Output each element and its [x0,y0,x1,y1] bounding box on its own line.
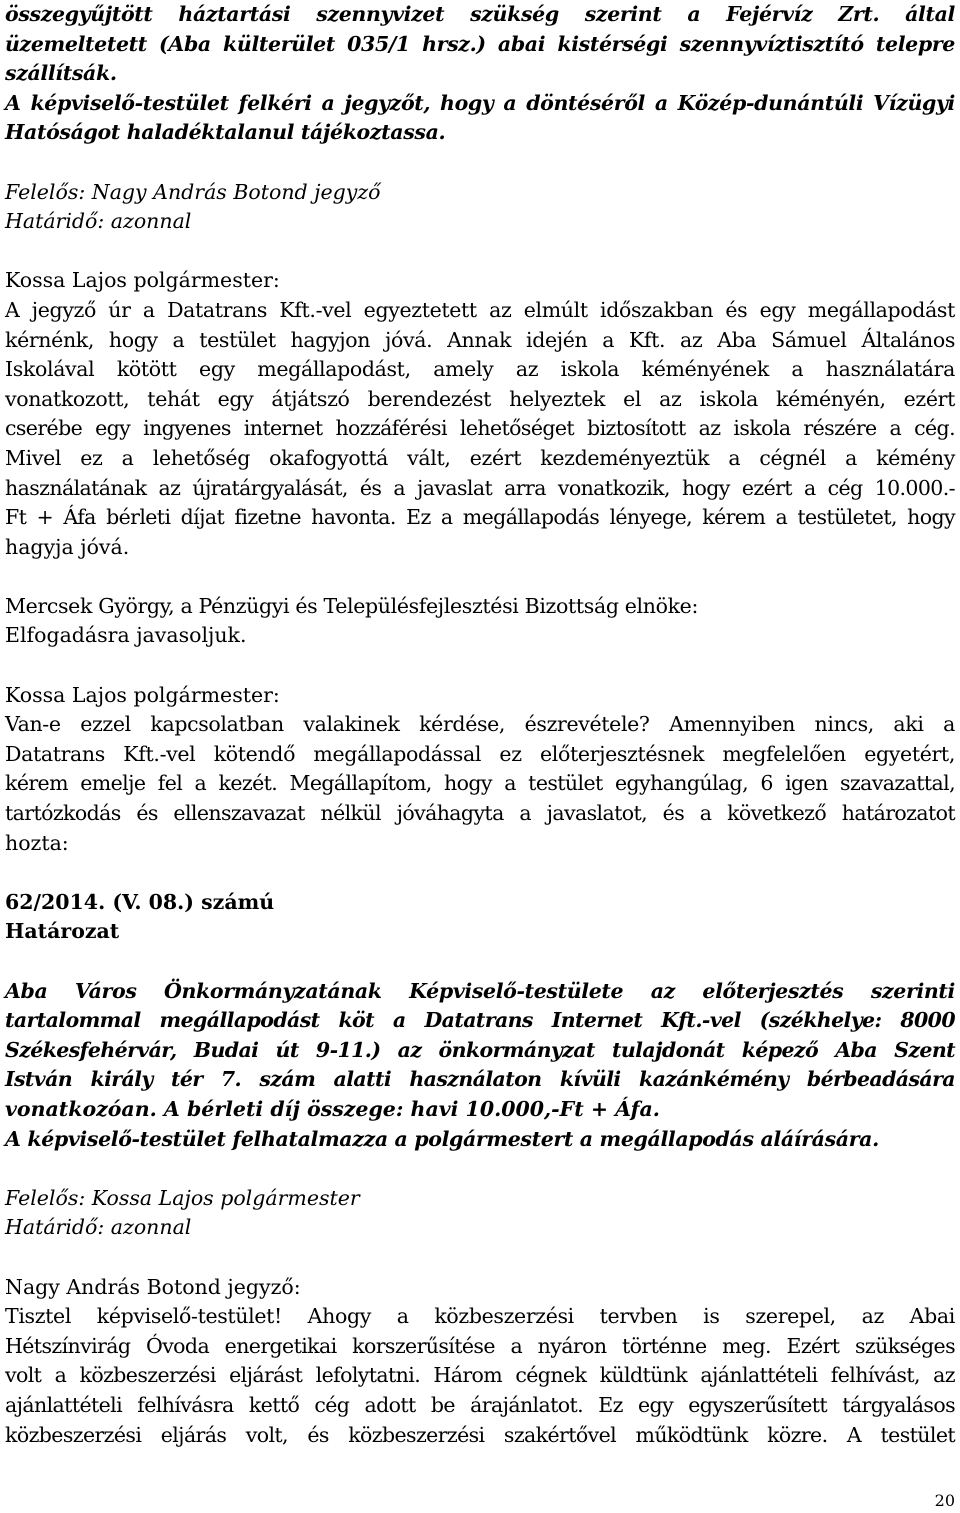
responsible-line: Felelős: Kossa Lajos polgármester [5,1185,360,1210]
resolution-line: vonatkozóan. A bérleti díj összege: havi 10.000,-Ft + Áfa. [5,1096,660,1121]
speech-line: hagyja jóvá. [5,534,130,559]
speech-line: Datatrans Kft.-vel kötendő megállapodással ez előterjesztésnek megfelelően egyetért, [5,741,955,766]
intro-line-2: üzemeltetett (Aba külterület 035/1 hrsz.) abai kistérségi szennyvíztisztító telepre [5,31,955,56]
speech-line: cserébe egy ingyenes internet hozzáférési lehetőséget biztosított az iskola részére a cég. [5,416,955,441]
responsible-line: Felelős: Nagy András Botond jegyző [5,179,381,204]
deadline-line: Határidő: azonnal [5,1215,192,1240]
speech-line: Van-e ezzel kapcsolatban valakinek kérdése, észrevétele? Amennyiben nincs, aki a [5,712,955,737]
spacer [5,1154,955,1184]
resolution-line: Székesfehérvár, Budai út 9-11.) az önkormányzat tulajdonát képező Aba Szent [5,1037,955,1062]
speech-line: Hétszínvirág Óvoda energetikai korszerűsítése a nyáron történne meg. Ezért szükséges [5,1333,955,1358]
page-number: 20 [934,1491,955,1510]
speech-line: ajánlattételi felhívásra kettő cég adott be árajánlatot. Ez egy egyszerűsített tárgyalásos [5,1392,955,1417]
speech-line: tartózkodás és ellenszavazat nélkül jóváhagyta a javaslatot, és a következő határozatot [5,801,955,826]
mayor-speech-2 [5,681,955,859]
speech-line: Tisztel képviselő-testület! Ahogy a közbeszerzési tervben is szerepel, az Abai [5,1304,955,1329]
resolution-line: tartalommal megállapodást köt a Datatrans Internet Kft.-vel (székhelye: 8000 [5,1008,955,1033]
speech-line: vonatkozott, tehát egy átjátszó berendezést helyeztek el az iskola kéményén, ezért [5,386,955,411]
spacer [5,562,955,592]
resolution-number: 62/2014. (V. 08.) számú [5,889,275,914]
intro-line-5: Hatóságot haladéktalanul tájékoztassa. [5,120,446,145]
mayor-speech-1 [5,266,955,562]
speech-line: használatának az újratárgyalását, és a javaslat arra vonatkozik, hogy ezért a cég 10.000.- [5,475,955,500]
spacer [5,651,955,681]
speech-line: Iskolával kötött egy megállapodást, amely az iskola kéményének a használatára [5,357,955,382]
resolution-heading: Határozat [5,919,120,944]
spacer [5,947,955,977]
intro-paragraph [5,0,955,148]
spacer [5,148,955,178]
speaker-name: Kossa Lajos polgármester: [5,268,280,293]
speaker-name: Nagy András Botond jegyző: [5,1274,301,1299]
resolution-line: A képviselő-testület felhatalmazza a polgármestert a megállapodás aláírására. [5,1126,879,1151]
intro-line-4: A képviselő-testület felkéri a jegyzőt, hogy a döntéséről a Közép-dunántúli Vízügyi [5,90,955,115]
speech-line: kérem emelje fel a kezét. Megállapítom, hogy a testület egyhangúlag, 6 igen szavazattal, [5,771,955,796]
speech-line: Ft + Áfa bérleti díjat fizetne havonta. Ez a megállapodás lényege, kérem a testületet, hogy [5,505,955,530]
spacer [5,237,955,267]
speech-line: volt a közbeszerzési eljárást lefolytatni. Három cégnek küldtünk ajánlattételi felhívást, az [5,1363,955,1388]
deadline-line: Határidő: azonnal [5,209,192,234]
document-page [5,0,955,1450]
resolution-line: István király tér 7. szám alatti használaton kívüli kazánkémény bérbeadására [5,1067,955,1092]
speech-text: Elfogadásra javasoljuk. [5,623,247,648]
speech-line: közbeszerzési eljárás volt, és közbeszerzési szakértővel működtünk közre. A testület [5,1422,955,1447]
notary-speech [5,1273,955,1451]
resolution-block [5,888,955,1243]
speaker-name: Kossa Lajos polgármester: [5,682,280,707]
committee-speech [5,592,955,651]
spacer [5,858,955,888]
first-resolution-footer [5,178,955,237]
speech-line: A jegyző úr a Datatrans Kft.-vel egyeztetett az elmúlt időszakban és egy megállapodást [5,297,955,322]
speech-line: Mivel ez a lehetőség okafogyottá vált, ezért kezdeményeztük a cégnél a kémény [5,445,955,470]
spacer [5,1243,955,1273]
intro-line-3: szállítsák. [5,61,117,86]
speaker-name: Mercsek György, a Pénzügyi és Településfejlesztési Bizottság elnöke: [5,593,698,618]
resolution-line: Aba Város Önkormányzatának Képviselő-testülete az előterjesztés szerinti [5,978,955,1003]
speech-line: kérnénk, hogy a testület hagyjon jóvá. Annak idején a Kft. az Aba Sámuel Általános [5,327,955,352]
intro-line-1: összegyűjtött háztartási szennyvizet szükség szerint a Fejérvíz Zrt. által [5,2,955,26]
speech-line: hozta: [5,830,69,855]
